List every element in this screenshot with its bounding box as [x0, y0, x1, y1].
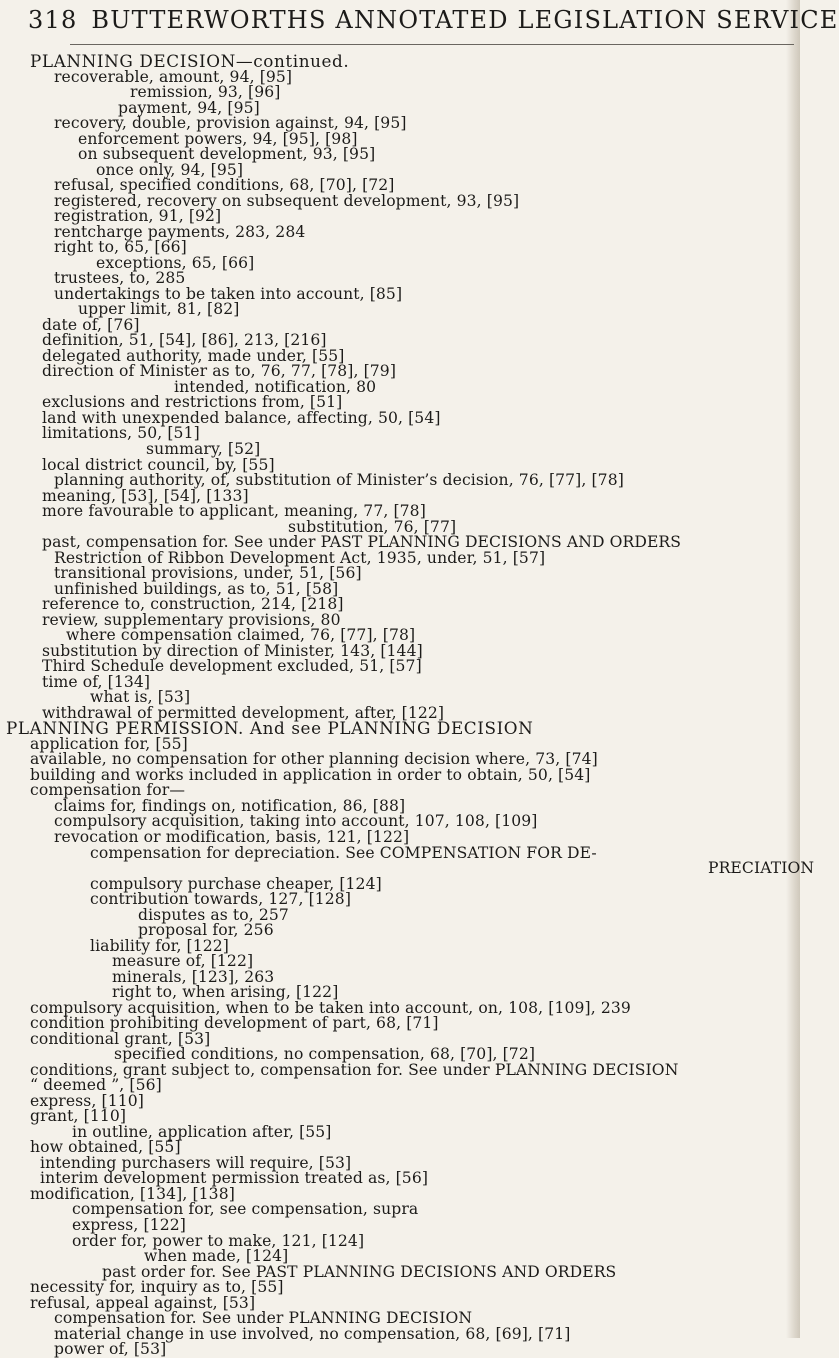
- index-entry: measure of, [122]: [112, 952, 254, 971]
- index-entry: once only, 94, [95]: [96, 160, 244, 179]
- index-entry: intending purchasers will require, [53]: [40, 1153, 352, 1172]
- index-entry: transitional provisions, under, 51, [56]: [54, 564, 362, 583]
- index-entry: compulsory acquisition, taking into account, 107, 108, [109]: [54, 812, 538, 831]
- index-entry: necessity for, inquiry as to, [55]: [30, 1278, 284, 1297]
- index-entry: trustees, to, 285: [54, 269, 186, 288]
- index-entry: modification, [134], [138]: [30, 1184, 235, 1203]
- index-entry: planning authority, of, substitution of Minister’s decision, 76, [77], [78]: [54, 471, 624, 490]
- index-entry: summary, [52]: [146, 440, 261, 458]
- index-entry: revocation or modification, basis, 121, [122]: [54, 828, 410, 846]
- index-entry: compensation for—: [30, 781, 186, 800]
- index-entry: compensation for, see compensation, supra: [72, 1200, 419, 1219]
- index-entry: right to, 65, [66]: [54, 238, 187, 257]
- index-entry: compulsory purchase cheaper, [124]: [90, 874, 382, 893]
- index-entry: delegated authority, made under, [55]: [42, 346, 345, 365]
- index-entry: disputes as to, 257: [138, 905, 289, 924]
- index-entry: local district council, by, [55]: [42, 455, 275, 474]
- index-entry: available, no compensation for other planning decision where, 73, [74]: [30, 750, 598, 769]
- index-entry: compensation for. See under PLANNING DECISION: [54, 1309, 473, 1328]
- index-entry: when made, [124]: [144, 1247, 289, 1266]
- index-entry: time of, [134]: [42, 672, 151, 691]
- index-entry: payment, 94, [95]: [118, 98, 260, 117]
- index-entry: substitution by direction of Minister, 143, [144]: [42, 641, 423, 660]
- index-entry: upper limit, 81, [82]: [78, 300, 240, 319]
- index-entry: minerals, [123], 263: [112, 967, 275, 986]
- index-entry: Third Schedule development excluded, 51, [57]: [42, 657, 422, 676]
- index-entry: proposal for, 256: [138, 921, 274, 940]
- index-entry: how obtained, [55]: [30, 1138, 181, 1157]
- index-entry: unfinished buildings, as to, 51, [58]: [54, 579, 339, 598]
- header-rule: [70, 44, 794, 45]
- index-entry: undertakings to be taken into account, [85]: [54, 284, 403, 303]
- index-entry: contribution towards, 127, [128]: [90, 890, 351, 909]
- index-entry: PRECIATION: [708, 859, 815, 878]
- index-entry: land with unexpended balance, affecting, 50, [54]: [42, 408, 441, 427]
- index-entry: compulsory acquisition, when to be taken into account, on, 108, [109], 239: [30, 998, 631, 1017]
- index-entry: past, compensation for. See under PAST PLANNING DECISIONS AND ORDERS: [42, 533, 682, 552]
- index-entry: withdrawal of permitted development, after, [122]: [42, 703, 445, 722]
- index-entry: compensation for depreciation. See COMPENSATION FOR DE-: [90, 843, 597, 862]
- index-entry: recovery, double, provision against, 94, [95]: [54, 114, 407, 133]
- index-entry: reference to, construction, 214, [218]: [42, 595, 344, 614]
- running-header: [28, 6, 839, 42]
- index-entry: interim development permission treated as, [56]: [40, 1169, 429, 1188]
- index-entry: exceptions, 65, [66]: [96, 253, 255, 272]
- page-number: 318: [28, 6, 78, 34]
- index-entry: condition prohibiting development of part, 68, [71]: [30, 1014, 439, 1033]
- index-entry: more favourable to applicant, meaning, 77, [78]: [42, 502, 426, 521]
- index-entry: enforcement powers, 94, [95], [98]: [78, 129, 358, 148]
- index-entry: direction of Minister as to, 76, 77, [78], [79]: [42, 362, 397, 381]
- index-heading: PLANNING DECISION—continued.: [30, 51, 350, 71]
- index-entry: order for, power to make, 121, [124]: [72, 1231, 365, 1250]
- index-entry: remission, 93, [96]: [130, 83, 281, 102]
- index-entry: review, supplementary provisions, 80: [42, 610, 341, 629]
- index-entry: past order for. See PAST PLANNING DECISIONS AND ORDERS: [102, 1262, 617, 1281]
- index-entry: express, [110]: [30, 1091, 144, 1110]
- page-edge-shadow: [786, 0, 800, 1338]
- index-entry: specified conditions, no compensation, 68, [70], [72]: [114, 1045, 536, 1064]
- index-entry: in outline, application after, [55]: [72, 1122, 332, 1141]
- index-entry: date of, [76]: [42, 315, 140, 334]
- index-entry: exclusions and restrictions from, [51]: [42, 393, 343, 412]
- index-entry: building and works included in application in order to obtain, 50, [54]: [30, 765, 591, 784]
- index-entry: substitution, 76, [77]: [288, 517, 457, 536]
- index-entry: claims for, findings on, notification, 86, [88]: [54, 796, 406, 815]
- index-entry: material change in use involved, no compensation, 68, [69], [71]: [54, 1324, 571, 1343]
- index-entry: registered, recovery on subsequent development, 93, [95]: [54, 191, 520, 210]
- index-entry: application for, [55]: [30, 734, 188, 753]
- index-entry: recoverable, amount, 94, [95]: [54, 67, 293, 86]
- running-title: BUTTERWORTHS ANNOTATED LEGISLATION SERVICE: [91, 6, 839, 34]
- index-entry: grant, [110]: [30, 1107, 127, 1126]
- index-entry: meaning, [53], [54], [133]: [42, 486, 249, 505]
- index-entry: conditional grant, [53]: [30, 1029, 211, 1048]
- index-entry: refusal, specified conditions, 68, [70], [72]: [54, 176, 395, 195]
- index-entry: express, [122]: [72, 1216, 186, 1234]
- index-entry: right to, when arising, [122]: [112, 983, 339, 1002]
- index-heading: PLANNING PERMISSION. And see PLANNING DECISION: [6, 718, 534, 739]
- index-entry: “ deemed ”, [56]: [30, 1076, 162, 1095]
- index-entry: conditions, grant subject to, compensation for. See under PLANNING DECISION: [30, 1060, 679, 1079]
- index-entry: liability for, [122]: [90, 936, 229, 955]
- index-entry: refusal, appeal against, [53]: [30, 1293, 256, 1312]
- index-entry: limitations, 50, [51]: [42, 424, 200, 443]
- index-entry: rentcharge payments, 283, 284: [54, 222, 306, 241]
- index-entry: intended, notification, 80: [174, 377, 377, 396]
- index-entry: registration, 91, [92]: [54, 207, 222, 226]
- index-entry: what is, [53]: [90, 688, 191, 707]
- index-entry: on subsequent development, 93, [95]: [78, 145, 376, 164]
- index-entry: where compensation claimed, 76, [77], [78]: [66, 626, 416, 645]
- index-entry: power of, [53]: [54, 1340, 167, 1358]
- index-entry: Restriction of Ribbon Development Act, 1935, under, 51, [57]: [54, 548, 546, 567]
- index-entry: definition, 51, [54], [86], 213, [216]: [42, 331, 327, 350]
